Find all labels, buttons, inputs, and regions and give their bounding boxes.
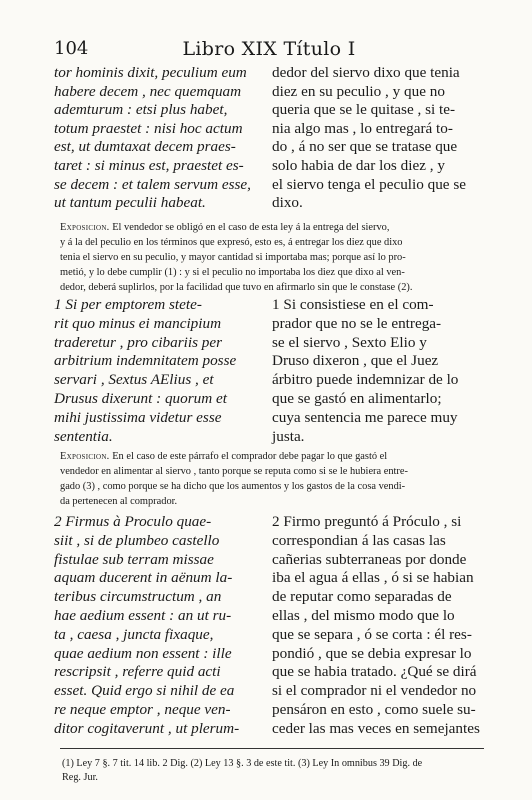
latin-text: 2 Firmus à Proculo quae- siit , si de plumbeo castello fistulae sub terram missae aquam ducerent in aënum la- teribus circumstructum , an hae aedium essent : an ut ru- ta , caesa , juncta fixaque, quae aedium non essent : ille rescripsit , referre quid acti esset. Quid ergo si nihil de ea re neque emptor , neque ven- ditor cogitaverunt , ut plerum- (54, 513, 240, 737)
parallel-text-block-2 (54, 296, 484, 446)
page-number: 104 (54, 38, 89, 59)
running-title: Libro XIX Título I (182, 38, 356, 60)
spanish-text: 1 Si consistiese en el com- prador que no se le entrega- se el siervo , Sexto Elio y Druso dixeron , que el Juez árbitro puede indemnizar de lo que se gastó en alimentarlo; cuya sentencia me parece muy justa. (272, 296, 459, 445)
exposition-label: Exposicion. (60, 451, 110, 462)
footnotes: (1) Ley 7 §. 7 tit. 14 lib. 2 Dig. (2) Ley 13 §. 3 de este tit. (3) Ley In omnibus 39 Dig. de Reg. Jur. (62, 758, 423, 783)
footnote-divider (60, 748, 484, 749)
parallel-text-block-3 (54, 513, 484, 738)
exposition-label: Exposicion. (60, 222, 110, 233)
page-header (54, 38, 484, 62)
exposition-paragraph-2 (60, 449, 484, 509)
spanish-text: dedor del siervo dixo que tenia diez en su peculio , y que no queria que se le quitase , si te- nia algo mas , lo entregará to- do , á no ser que se tratase que solo habia de dar los diez , y el siervo tenga el peculio que se dixo. (272, 64, 466, 212)
exposition-paragraph-1 (60, 220, 484, 295)
latin-text: tor hominis dixit, peculium eum habere decem , nec quemquam ademturum : etsi plus habet, totum praestet : nisi hoc actum est, ut dumtaxat decem praes- taret : si minus est, praestet es- se decem : et talem servum esse, ut tantum peculii habeat. (54, 64, 251, 212)
latin-text: 1 Si per emptorem stete- rit quo minus ei mancipium traderetur , pro cibariis per arbitrium indemnitatem posse servari , Sextus AElius , et Drusus dixerunt : quorum et mihi justissima videtur esse sententia. (54, 296, 237, 445)
spanish-text: 2 Firmo preguntó á Próculo , si correspondian á las casas las cañerias subterraneas por donde iba el agua á ellas , ó si se habian de reputar como separadas de ellas , del mismo modo que lo que se separa , ó se corta : él res- pondió , que se debia expresar lo que se habia tratado. ¿Qué se dirá si el comprador ni el vendedor no pensáron en esto , como suele su- ceder las mas veces en semejantes (272, 513, 480, 737)
exposition-text: En el caso de este párrafo el comprador debe pagar lo que gastó el vendedor en alimentar al siervo , tanto porque se reputa como si se le hubiera entre- gado (3) , como porque se ha dicho que los aumentos y los gastos de la cosa vendi- da pertenecen al comprador. (60, 451, 408, 507)
parallel-text-block-1 (54, 64, 484, 214)
exposition-text: El vendedor se obligó en el caso de esta ley á la entrega del siervo, y á la del peculio en los términos que expresó, esto es, á entregar los diez que dixo tenia el siervo en su peculio, y mayor cantidad si importaba mas; porque así lo pro- metió, y lo debe cumplir (1) : y si el peculio no importaba los diez que dixo al ven- dedor, deberá suplirlos, por la facilidad que tuvo en afirmarlo sin que le constase (2). (60, 222, 413, 293)
